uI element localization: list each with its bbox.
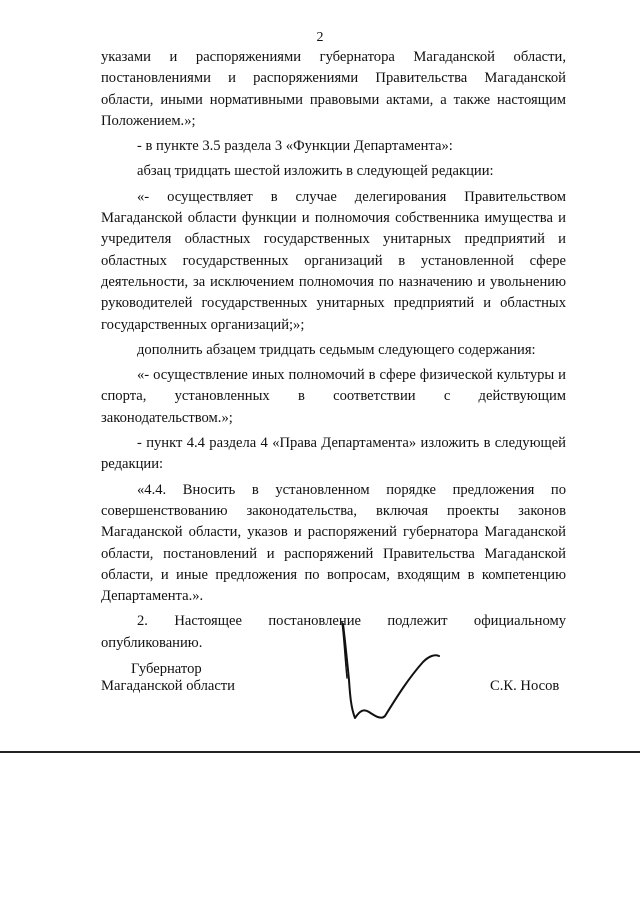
paragraph-9: 2. Настоящее постановление подлежит официальному опубликованию. xyxy=(101,613,566,651)
signatory-title xyxy=(101,661,235,695)
paragraph-3: абзац тридцать шестой изложить в следующей редакции: xyxy=(137,163,494,180)
paragraph-6: «- осуществление иных полномочий в сфере физической культуры и спорта, установленных в соответствии с действующим законодательством.»; xyxy=(101,367,566,426)
handwritten-signature xyxy=(335,620,445,730)
paragraph-8: «4.4. Вносить в установленном порядке предложения по совершенствованию законодательства, включая проекты законов Магаданской области, указов и распоряжений губернатора Магаданской области, постановлений и распоряжений Правительства Магаданской области, и иные предложения по вопросам, входящим в компетенцию Департамента.». xyxy=(101,481,566,605)
document-body xyxy=(101,47,566,654)
page-bottom-rule xyxy=(0,751,640,753)
paragraph-7: - пункт 4.4 раздела 4 «Права Департамента» изложить в следующей редакции: xyxy=(101,435,566,473)
signatory-title-line-2: Магаданской области xyxy=(101,678,235,694)
signatory-name: С.К. Носов xyxy=(490,678,560,694)
signatory-title-line-1: Губернатор xyxy=(131,661,202,677)
paragraph-1: указами и распоряжениями губернатора Магаданской области, постановлениями и распоряжениями Правительства Магаданской области, иными нормативными правовыми актами, а также настоящим Положением.»; xyxy=(101,49,566,129)
paragraph-5: дополнить абзацем тридцать седьмым следующего содержания: xyxy=(137,341,536,358)
paragraph-2: - в пункте 3.5 раздела 3 «Функции Департамента»: xyxy=(137,138,453,155)
page-number: 2 xyxy=(316,30,324,45)
paragraph-4: «- осуществляет в случае делегирования Правительством Магаданской области функции и полномочия собственника имущества и учредителя областных государственных унитарных предприятий и областных государственных организаций в установленной сфере деятельности, за исключением полномочия по назначению и увольнению руководителей государственных унитарных предприятий и областных государственных организаций;»; xyxy=(101,188,566,333)
